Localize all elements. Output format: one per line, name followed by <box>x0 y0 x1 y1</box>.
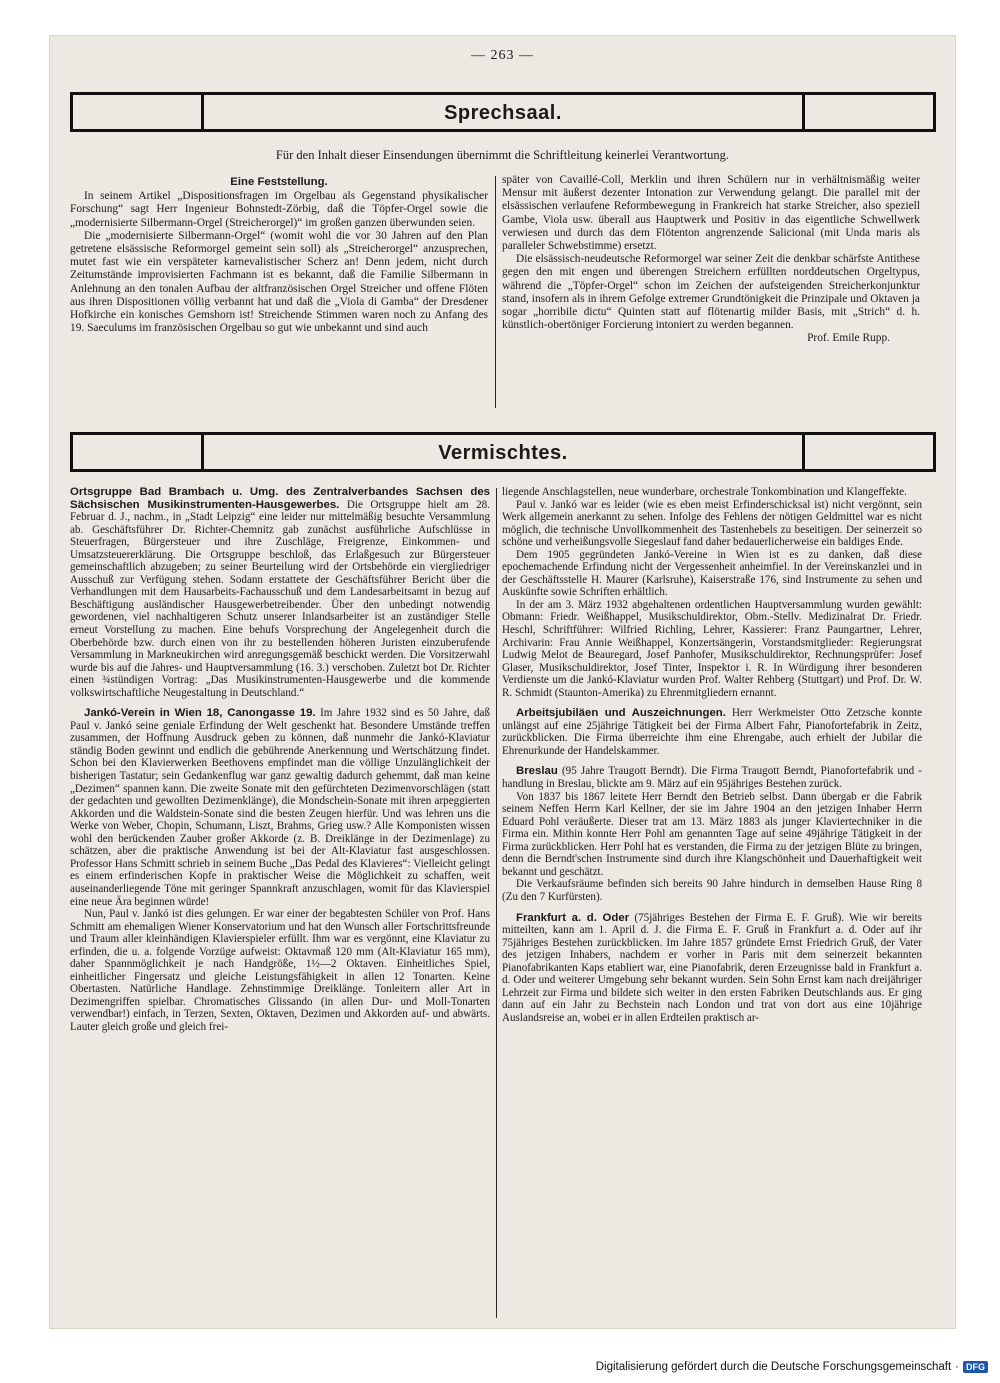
paragraph: Die „modernisierte Silbermann-Orgel“ (womit wohl die vor 30 Jahren auf den Plan getretene elsässische Reformorgel gemeint sein soll) als „Streicherorgel“ anzusprechen, mutet fast wie ein verspäteter karnevalistischer Scherz an! Denn jedem, nicht durch Zeitumstände improvisierten Fachmann ist es bekannt, daß die Familie Silbermann in Anlehnung an den tonalen Aufbau der altfranzösischen Orgel Streicher und offene Flöten aus ihren Dispositionen völlig verbannt hat und daß die „Viola di Gamba“ der Dresdener Hofkirche ein konisches Gemshorn ist! Streichende Stimmen waren noch zu Anfang des 19. Saeculums im französischen Orgelbau so gut wie unbekannt und sind auch <box>70 229 488 335</box>
paragraph <box>502 707 922 757</box>
news-heading: Ortsgruppe Bad Brambach u. Umg. des Zentralverbandes Sachsen des Sächsischen Musikinstrumenten-Hausgewerbes. <box>70 486 490 511</box>
banner-frame <box>201 435 805 469</box>
section-title-vermischtes: Vermischtes. <box>438 442 568 464</box>
footer-separator: · <box>955 1361 959 1373</box>
dfg-logo-icon: DFG <box>963 1361 988 1373</box>
paragraph: liegende Anschlagstellen, neue wunderbare, orchestrale Tonkombination und Klangeffekte. <box>502 486 907 498</box>
paragraph: Die Verkaufsräume befinden sich bereits 90 Jahre hindurch in demselben Hause Ring 8 (Zu den 7 Kurfürsten). <box>502 878 922 903</box>
news-text: Im Jahre 1932 sind es 50 Jahre, daß Paul v. Jankó seine geniale Erfindung der Welt geschenkt hat. Besondere Umstände treffen zusammen, der Hoffnung Ausdruck geben zu können, daß nunmehr die Jankó-Klaviatur ständig Boden gewinnt und endlich die gebührende Anerkennung und Wertschätzung findet. Schon bei den Klavierwerken Beethovens empfindet man die völlige Unzulänglichkeit der bisherigen Tastatur; sein Gedankenflug war ganz gewaltig dadurch gehemmt, daß man keine „Dezimen“ spannen kann. Die zweite Sonate mit den gefürchteten Dezimenvorschlägen (statt der gedachten und gewollten Dezimenklänge), die Mondschein-Sonate mit ihren arpeggierten Akkorden und die Waldstein-Sonate sind die besten Zeugen hierfür. Und was lehren uns die Werke von Weber, Chopin, Schumann, Liszt, Brahms, Grieg usw.? Alle Komponisten wissen wohl den berückenden Zauber großer Akkorde (z. B. Dreiklänge in der Dezimenlage) zu schätzen, aber die praktische Anwendung ist bei der Alt-Klaviatur fast ausgeschlossen. Professor Hans Schmitt schrieb in seinem Buche „Das Pedal des Klavieres“: Vielleicht gelingt es einem erfinderischen Kopfe in praktischer Weise die Möglichkeit zu schaffen, weit auseinanderliegende Töne mit geringer Spannkraft anzuschlagen, womit für das Klavierspiel eine neue Ära beginnen würde! <box>70 707 491 908</box>
paragraph: In seinem Artikel „Dispositionsfragen im Orgelbau als Gegenstand physikalischer Forschung“ sagt Herr Ingenieur Bohnstedt-Zörbig, daß die Töpfer-Orgel sowie die „modernisierte Silbermann-Orgel (Streicherorgel)“ im großen ganzen überwunden seien. <box>70 190 488 229</box>
section-banner-vermischtes <box>70 432 936 472</box>
column-divider <box>496 488 497 1318</box>
paragraph <box>70 486 490 699</box>
section-title-sprechsaal: Sprechsaal. <box>444 102 562 124</box>
news-heading: Breslau <box>516 765 558 778</box>
section-banner-sprechsaal <box>70 92 936 132</box>
footer-credit <box>596 1361 988 1373</box>
sprechsaal-right-column <box>502 174 920 426</box>
scanned-page <box>50 36 955 1328</box>
paragraph: Dem 1905 gegründeten Jankó-Vereine in Wien ist es zu danken, daß diese epochemachende Erfindung nicht der Vergessenheit anheimfiel. In der Vereinskanzlei und in der Geschäftsstelle H. Maurer (Karlsruhe), Kaiserstraße 176, sind Instrumente zu sehen und Auskünfte sowie Schriften erhältlich. <box>502 548 922 599</box>
signature: Prof. Emile Rupp. <box>807 332 890 345</box>
news-text: Herr Werkmeister Otto Zetzsche konnte unlängst auf eine 25jährige Tätigkeit bei der Firma Albert Fahr, Pianofortefabrik in Zeitz, zurückblicken. Die Firma überreichte ihm eine Ehrengabe, auch erhielt der Jubilar die Ehrenurkunde der Handelskammer. <box>502 707 922 757</box>
page-number: — 263 — <box>471 48 534 63</box>
paragraph: Die elsässisch-neudeutsche Reformorgel war seiner Zeit die denkbar schärfste Antithese gegen den mit engen und überengen Streichern erfüllten norddeutschen Orgeltypus, während die „Töpfer-Orgel“ schon im Zeichen der aufsteigenden Streicherkonjunktur stand, insofern als in ihrem Gefolge extremer Grundtönigkeit die Prinzipale und Oktaven ja sogar „horribile dictu“ Quinten statt auf flötenartig milder Basis, mit „Strich“ d. h. künstlich-obertöniger Forcierung intoniert zu werden begannen. <box>502 253 920 332</box>
footer-text: Digitalisierung gefördert durch die Deutsche Forschungsgemeinschaft <box>595 1361 952 1373</box>
paragraph <box>70 707 490 908</box>
vermischtes-right-column <box>502 486 922 1318</box>
paragraph: In der am 3. März 1932 abgehaltenen ordentlichen Hauptversammlung wurden gewählt: Obmann: Friedr. Weißhappel, Musikschuldirektor, Obm.-Stellv. Medizinalrat Dr. Friedr. Heschl, Schriftführer: Wilfried Richling, Lehrer, Kassierer: Franz Paungartner, Lehrer, Archivarin: Frau Annie Weißhappel, Konzertsängerin, Vorstandsmitglieder: Regierungsrat Ludwig Melot de Beauregard, Josef Panhofer, Musikschuldirektor, Rechnungsprüfer: Josef Glaser, Musikschuldirektor, Josef Tinter, Inspektor i. R. In Würdigung ihrer besonderen Verdienste um die Jankó-Klaviatur wurden Prof. Walter Rehberg (Stuttgart) und Prof. Dr. W. R. Schmidt (Staunton-Amerika) zu Ehrenmitgliedern ernannt. <box>502 598 922 699</box>
news-heading: Arbeitsjubiläen und Auszeichnungen. <box>516 707 726 720</box>
banner-frame <box>201 95 805 129</box>
paragraph <box>502 912 922 1025</box>
vermischtes-left-column <box>70 486 490 1318</box>
news-text: (75jähriges Bestehen der Firma E. F. Gruß). Wie wir bereits mitteilten, kann am 1. April d. J. die Firma E. F. Gruß in Frankfurt a. d. Oder auf ihr 75jähriges Bestehen zurückblicken. Im Jahre 1857 gründete Ernst Friedrich Gruß, der Vater des jetzigen Inhabers, nachdem er vorher in Paris mit dem seinerzeit bekannten Pianofabrikanten Kaps etabliert war, eine Pianofabrik, deren Erzeugnisse bald in Frankfurt a. d. Oder und weiterer Umgebung sehr bekannt wurden. Sein Sohn Ernst kam nach dreijähriger Lehrzeit zur Firma und bildete sich weiter in den ersten Fabriken Deutschlands aus. Er ging dann auf ein Jahr zu Bechstein nach London und trat von dort aus eine 10jährige Auslandsreise an, wobei er in allen Erdteilen praktisch ar- <box>502 911 922 1024</box>
paragraph <box>502 765 922 790</box>
paragraph: Nun, Paul v. Jankó ist dies gelungen. Er war einer der begabtesten Schüler von Prof. Hans Schmitt am ehemaligen Wiener Konservatorium und hat den Wunsch aller Fortschrittsfreunde und Traum aller kleinhändigen Klavierspieler erfüllt. Ihm war es vergönnt, eine Klaviatur zu erfinden, die u. a. folgende Vorzüge aufweist: Oktavmaß 120 mm (Alt-Klaviatur 165 mm), daher Spannmöglichkeit je nach Handgröße, 1½—2 Oktaven. Einheitliches Spiel, einheitlicher Fingersatz und gleiche Leistungsfähigkeit in allen 12 Tonarten. Keine Obertasten. Natürliche Handlage. Zehnstimmige Dreiklänge. Tonleitern aller Art in Dezimengriffen spielbar. Chromatisches Glissando (in allen Dur- und Moll-Tonarten verwendbar!) einfach, in Terzen, Sexten, Oktaven, Dezimen und Akkorden auf- und abwärts. Lauter gleich große und gleich frei- <box>70 908 490 1033</box>
article-heading: Eine Feststellung. <box>230 176 328 188</box>
paragraph: Paul v. Jankó war es leider (wie es eben meist Erfinderschicksal ist) nicht vergönnt, sein Werk allgemein anerkannt zu sehen. Infolge des Fehlens der nötigen Geldmittel war es nicht möglich, die technische Unvollkommenheit des Tastenhebels zu beseitigen. Der seinerzeit so schöne und verheißungsvolle Siegeslauf fand daher bedauerlicherweise ein baldiges Ende. <box>502 498 922 549</box>
news-text: Die Ortsgruppe hielt am 28. Februar d. J., nachm., in „Stadt Leipzig“ eine leider nur mittelmäßig besuchte Versammlung ab. Geschäftsführer Dr. Richter-Chemnitz gab zunächst ausführliche Aufschlüsse in Steuerfragen, Bürgersteuer und ihre Zuschläge, Freigrenze, Einkommen- und Umsatzsteuererklärung. Die Ortsgruppe beschloß, das Erlaßgesuch zur Bürgersteuer gemeinschaftlich abzugeben; zu seiner Beurteilung wird der Ortsbehörde ein viergliedriger Ausschuß zur Verfügung stehen. Sodann erstattete der Geschäftsführer Bericht über die Verhandlungen mit dem Hausarbeits-Fachausschuß und dem Landesarbeitsamt in bezug auf Beschäftigung ausländischer Hausgewerbetreibender. Über den unbedingt notwendig gewordenen, viel nachhaltigeren Schutz unserer Inlandsarbeiter ist an zuständiger Stelle erneut Vorstellung zu machen. Eine behufs Vorsprechung der Angelegenheit durch die Oberbehörde bzw. durch einen von ihr zu bestellenden höheren Juristen einzuberufende Versammlung in Markneukirchen wird anregungsgemäß beschickt werden. Die Vorsitzerwahl wurde bis auf die Jahres- und Hauptversammlung (16. 3.) verschoben. Zuletzt bot Dr. Richter einen ¾stündigen Vortrag: „Das Musikinstrumenten-Hausgewerbe und die kommende volkswirtschaftliche Neugestaltung in Deutschland.“ <box>70 498 490 699</box>
disclaimer: Für den Inhalt dieser Einsendungen übernimmt die Schriftleitung keinerlei Verantwortung. <box>275 148 730 162</box>
news-heading: Jankó-Verein in Wien 18, Canongasse 19. <box>84 707 316 720</box>
paragraph: Von 1837 bis 1867 leitete Herr Berndt den Betrieb selbst. Dann übergab er die Fabrik seinem Neffen Herrn Karl Kellner, der sie im Jahre 1904 an den jetzigen Inhaber Herrn Eduard Pohl veräußerte. Dieser trat am 13. März 1883 als junger Klaviertechniker in die Firma ein. Mithin konnte Herr Pohl am genannten Tage auf seine 49jährige Tätigkeit in der Firma zurückblicken. Herr Pohl hat es verstanden, die Firma zu der jetzigen Blüte zu bringen, denn die Berndt'schen Instrumente sind durch ihre Klangschönheit und Dauerhaftigkeit weit bekannt und geschätzt. <box>502 790 922 878</box>
column-divider <box>495 176 496 408</box>
news-heading: Frankfurt a. d. Oder <box>516 911 630 924</box>
sprechsaal-left-column <box>70 174 488 426</box>
news-text: (95 Jahre Traugott Berndt). Die Firma Traugott Berndt, Pianofortefabrik und -handlung in Breslau, blickte am 9. März auf ein 95jähriges Bestehen zurück. <box>502 765 923 791</box>
paragraph: später von Cavaillé-Coll, Merklin und ihren Schülern nur in verhältnismäßig weiter Mensur mit äußerst dezenter Intonation zur Verwendung gelangt. Die parallel mit der elsässischen verlaufene Reformbewegung in Frankreich hat starke Streicher, also speziell Gambe, Viola usw. überall aus Hauptwerk und Positiv in das eigentliche Schwellwerk verwiesen und durch das dem Flötenton angrenzende Salicional (mit Unda maris als paralleler Schwebstimme) ersetzt. <box>502 174 920 253</box>
